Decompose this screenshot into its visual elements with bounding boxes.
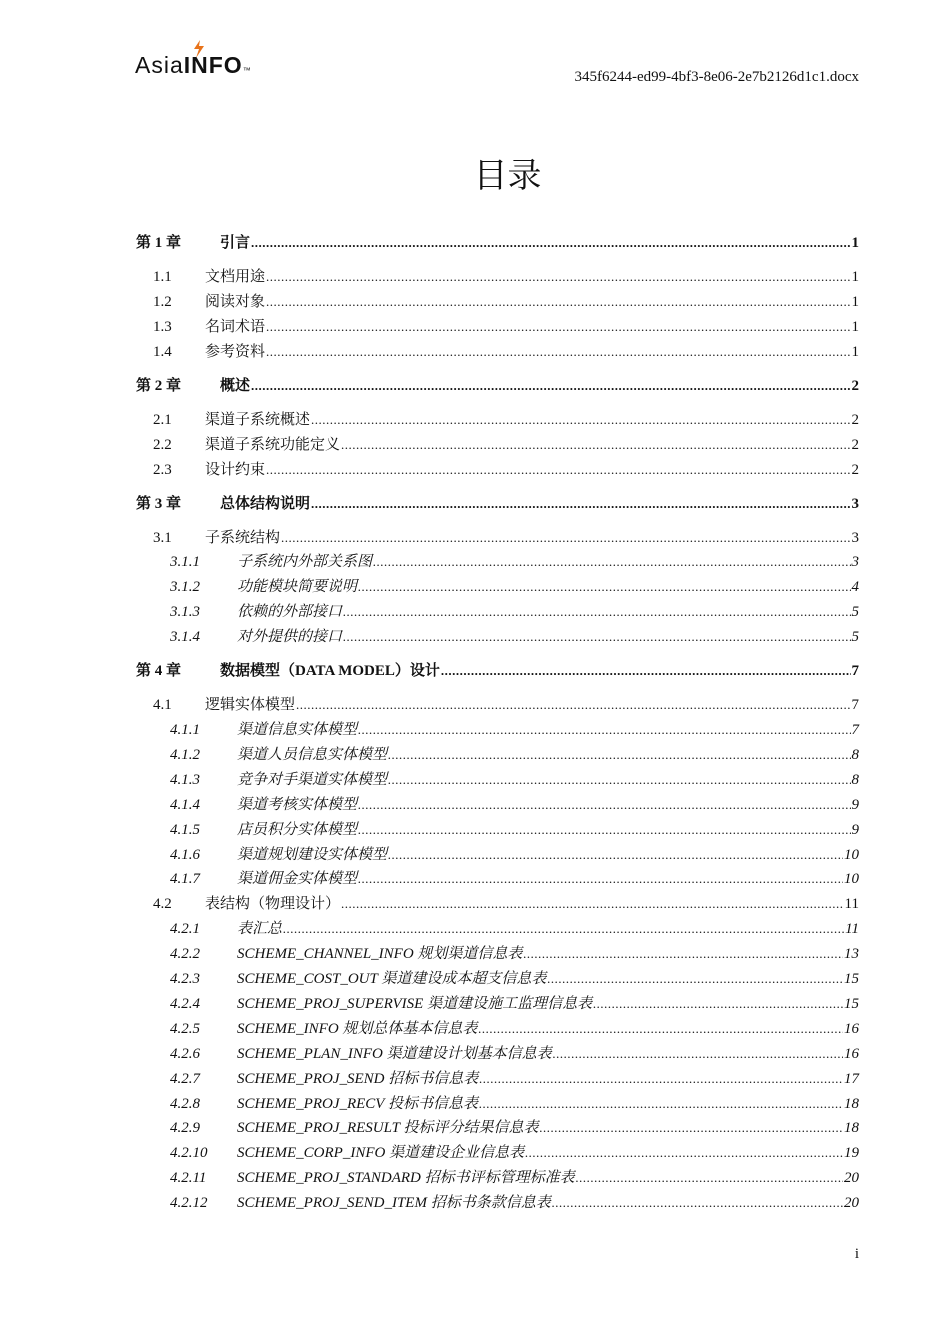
toc-entry-number: 4.2.1	[170, 921, 200, 938]
toc-entry-number: 3.1.1	[170, 554, 200, 571]
toc-entry-number: 1.2	[153, 293, 172, 310]
toc-entry-title: SCHEME_PLAN_INFO 渠道建设计划基本信息表	[237, 1045, 552, 1062]
toc-entry[interactable]	[136, 1041, 859, 1063]
toc-entry[interactable]	[136, 991, 859, 1013]
toc-entry[interactable]	[136, 891, 859, 913]
toc-entry-number: 4.2.7	[170, 1070, 200, 1087]
toc-entry[interactable]	[136, 941, 859, 963]
toc-entry-number: 4.1.4	[170, 796, 200, 813]
toc-entry[interactable]	[136, 692, 859, 714]
toc-leader-dots	[341, 436, 850, 454]
toc-leader-dots	[266, 293, 850, 311]
toc-entry-page: 7	[851, 697, 859, 714]
toc-entry-page: 2	[851, 461, 859, 478]
toc-entry-page: 20	[844, 1195, 859, 1212]
toc-leader-dots	[358, 870, 843, 888]
toc-entry-number: 4.1.1	[170, 722, 200, 738]
toc-entry-title: 逻辑实体模型	[205, 697, 296, 714]
toc-entry[interactable]	[136, 1066, 859, 1088]
toc-entry[interactable]	[136, 624, 859, 646]
toc-leader-dots	[525, 1144, 843, 1162]
toc-entry-page: 3	[851, 554, 859, 571]
toc-entry[interactable]	[136, 574, 859, 596]
toc-entry-number: 第 2 章	[136, 377, 182, 394]
toc-leader-dots	[266, 268, 850, 286]
toc-leader-dots	[341, 895, 844, 913]
toc-entry[interactable]	[136, 817, 859, 839]
toc-entry-number: 4.2.9	[170, 1120, 200, 1137]
toc-leader-dots	[478, 1020, 843, 1038]
document-filename: 345f6244-ed99-4bf3-8e06-2e7b2126d1c1.docx	[574, 69, 859, 85]
toc-entry-title: 阅读对象	[205, 293, 266, 310]
toc-entry-number: 4.2.12	[170, 1195, 208, 1212]
toc-entry[interactable]	[136, 373, 859, 395]
toc-entry-page: 7	[851, 722, 859, 738]
toc-entry[interactable]	[136, 1016, 859, 1038]
toc-leader-dots	[479, 1070, 843, 1088]
toc-entry-title: SCHEME_COST_OUT 渠道建设成本超支信息表	[237, 971, 547, 987]
toc-leader-dots	[388, 846, 843, 864]
toc-entry-title: 子系统内外部关系图	[237, 554, 373, 571]
toc-entry-page: 1	[851, 269, 859, 285]
toc-entry-number: 4.2.10	[170, 1145, 208, 1162]
toc-entry-page: 1	[851, 293, 859, 310]
toc-entry-number: 4.1.3	[170, 771, 200, 788]
toc-entry[interactable]	[136, 1190, 859, 1212]
toc-entry-page: 4	[851, 579, 859, 596]
toc-entry-title: SCHEME_PROJ_RESULT 投标评分结果信息表	[237, 1120, 539, 1137]
toc-leader-dots	[251, 234, 850, 252]
toc-entry-number: 4.2.3	[170, 971, 200, 987]
toc-entry-title: SCHEME_PROJ_STANDARD 招标书评标管理标准表	[237, 1170, 575, 1187]
toc-leader-dots	[552, 1194, 843, 1212]
toc-entry[interactable]	[136, 289, 859, 311]
toc-entry-number: 4.2.6	[170, 1045, 200, 1062]
toc-entry-title: 渠道子系统功能定义	[205, 436, 341, 453]
toc-entry-title: 表结构（物理设计）	[205, 896, 341, 913]
toc-entry-title: 设计约束	[205, 461, 266, 478]
toc-entry-page: 11	[844, 896, 859, 913]
toc-entry-page: 8	[851, 746, 859, 763]
toc-entry-page: 20	[844, 1170, 859, 1187]
toc-entry[interactable]	[136, 792, 859, 814]
toc-entry-number: 1.3	[153, 318, 172, 335]
toc-entry-title: 渠道信息实体模型	[237, 722, 358, 738]
toc-entry-title: 渠道考核实体模型	[237, 796, 358, 813]
toc-entry-title: 参考资料	[205, 343, 266, 360]
toc-entry-title: 渠道规划建设实体模型	[237, 846, 388, 863]
toc-entry-number: 第 3 章	[136, 495, 182, 512]
toc-entry-title: 依赖的外部接口	[237, 604, 343, 621]
toc-entry-number: 2.3	[153, 461, 172, 478]
toc-entry-number: 1.4	[153, 343, 172, 360]
toc-leader-dots	[358, 796, 850, 814]
toc-entry-number: 4.2.8	[170, 1095, 200, 1112]
toc-entry-page: 1	[851, 318, 859, 335]
company-logo	[135, 40, 265, 80]
toc-entry-title: SCHEME_PROJ_SEND_ITEM 招标书条款信息表	[237, 1195, 551, 1212]
toc-entry[interactable]	[136, 407, 859, 429]
toc-entry-number: 3.1.2	[170, 579, 200, 596]
toc-entry-title: 表汇总	[237, 921, 283, 938]
toc-leader-dots	[358, 821, 850, 839]
toc-entry-title: 概述	[220, 377, 251, 394]
toc-entry[interactable]	[136, 1165, 859, 1187]
toc-leader-dots	[311, 495, 850, 513]
logo-wordmark: AsiaINFO™	[135, 52, 252, 78]
toc-entry-title: 引言	[220, 235, 251, 251]
toc-entry-page: 1	[851, 343, 859, 360]
toc-entry[interactable]	[136, 525, 859, 547]
toc-entry[interactable]	[136, 842, 859, 864]
toc-entry-title: SCHEME_INFO 规划总体基本信息表	[237, 1020, 478, 1037]
toc-entry-page: 10	[844, 846, 859, 863]
toc-entry-number: 4.1.5	[170, 821, 200, 838]
toc-entry-page: 7	[851, 663, 859, 680]
toc-entry[interactable]	[136, 866, 859, 888]
toc-entry-page: 2	[851, 377, 859, 394]
toc-entry[interactable]	[136, 432, 859, 454]
toc-leader-dots	[441, 662, 851, 680]
toc-leader-dots	[593, 995, 843, 1013]
toc-entry-number: 2.2	[153, 436, 172, 453]
toc-entry[interactable]	[136, 767, 859, 789]
toc-entry[interactable]	[136, 717, 859, 739]
toc-entry-title: SCHEME_CHANNEL_INFO 规划渠道信息表	[237, 946, 523, 963]
toc-leader-dots	[266, 343, 850, 361]
toc-leader-dots	[540, 1119, 844, 1137]
toc-entry[interactable]	[136, 314, 859, 336]
toc-entry-page: 2	[851, 411, 859, 428]
toc-entry-title: 名词术语	[205, 318, 266, 335]
toc-entry-number: 3.1	[153, 529, 172, 546]
toc-entry-title: 子系统结构	[205, 529, 281, 546]
toc-leader-dots	[251, 377, 850, 395]
toc-entry[interactable]	[136, 742, 859, 764]
toc-entry-page: 18	[844, 1095, 859, 1112]
toc-leader-dots	[358, 578, 850, 596]
toc-entry-page: 16	[844, 1045, 859, 1062]
toc-entry-title: 总体结构说明	[220, 495, 311, 512]
toc-entry-title: 渠道人员信息实体模型	[237, 746, 388, 763]
toc-leader-dots	[576, 1169, 843, 1187]
toc-entry-page: 9	[851, 821, 859, 838]
toc-entry-title: 文档用途	[205, 269, 266, 285]
toc-entry[interactable]	[136, 966, 859, 988]
toc-entry-page: 5	[851, 604, 859, 621]
toc-leader-dots	[281, 529, 850, 547]
toc-entry-title: 竞争对手渠道实体模型	[237, 771, 388, 788]
toc-entry-number: 4.2.11	[170, 1170, 207, 1187]
toc-entry[interactable]	[136, 1115, 859, 1137]
toc-leader-dots	[266, 461, 850, 479]
toc-entry-number: 4.2.4	[170, 995, 200, 1012]
page-title: 目录	[473, 156, 542, 196]
toc-leader-dots	[388, 746, 850, 764]
toc-entry-page: 2	[851, 436, 859, 453]
toc-leader-dots	[266, 318, 850, 336]
toc-leader-dots	[343, 628, 850, 646]
toc-leader-dots	[553, 1045, 843, 1063]
toc-entry-title: 功能模块简要说明	[237, 579, 358, 596]
page-number: i	[854, 1246, 859, 1262]
toc-entry-page: 3	[851, 495, 859, 512]
toc-entry-page: 11	[845, 921, 859, 938]
toc-entry-page: 1	[851, 235, 859, 251]
toc-entry-page: 15	[844, 995, 859, 1012]
toc-leader-dots	[311, 411, 850, 429]
toc-entry[interactable]	[136, 1091, 859, 1113]
toc-entry-title: 对外提供的接口	[237, 629, 343, 646]
toc-entry-title: SCHEME_PROJ_SEND 招标书信息表	[237, 1070, 479, 1087]
toc-entry-page: 19	[844, 1145, 859, 1162]
toc-entry-number: 4.1	[153, 697, 172, 714]
toc-leader-dots	[283, 920, 844, 938]
toc-entry-page: 17	[844, 1070, 859, 1087]
toc-entry[interactable]	[136, 491, 859, 513]
toc-entry[interactable]	[136, 1140, 859, 1162]
toc-entry[interactable]	[136, 230, 859, 252]
toc-entry-number: 第 4 章	[136, 663, 182, 680]
toc-entry-number: 4.2.2	[170, 946, 200, 963]
toc-entry-title: SCHEME_PROJ_SUPERVISE 渠道建设施工监理信息表	[237, 995, 593, 1012]
toc-entry-page: 3	[851, 529, 859, 546]
toc-entry[interactable]	[136, 549, 859, 571]
toc-entry-title: SCHEME_CORP_INFO 渠道建设企业信息表	[237, 1145, 525, 1162]
toc-entry-number: 第 1 章	[136, 235, 182, 251]
toc-entry-number: 4.2.5	[170, 1020, 200, 1037]
toc-entry[interactable]	[136, 457, 859, 479]
toc-entry-number: 2.1	[153, 411, 172, 428]
toc-entry-title: 数据模型（DATA MODEL）设计	[220, 663, 440, 680]
toc-entry[interactable]	[136, 264, 859, 286]
toc-entry[interactable]	[136, 599, 859, 621]
toc-leader-dots	[547, 970, 843, 988]
toc-entry-page: 8	[851, 771, 859, 788]
toc-entry-title: 渠道子系统概述	[205, 411, 311, 428]
toc-entry-page: 18	[844, 1120, 859, 1137]
toc-entry-number: 4.1.6	[170, 846, 200, 863]
toc-entry-title: 店员积分实体模型	[237, 821, 358, 838]
toc-entry-title: 渠道佣金实体模型	[237, 871, 358, 888]
toc-entry-number: 1.1	[153, 269, 172, 285]
toc-leader-dots	[343, 603, 850, 621]
toc-leader-dots	[479, 1095, 843, 1113]
toc-entry-page: 13	[844, 946, 859, 963]
toc-leader-dots	[358, 721, 850, 739]
toc-entry[interactable]	[136, 916, 859, 938]
toc-entry[interactable]	[136, 658, 859, 680]
toc-entry-page: 15	[844, 971, 859, 987]
toc-entry-number: 3.1.3	[170, 604, 200, 621]
toc-entry-number: 3.1.4	[170, 629, 200, 646]
toc-entry-number: 4.1.2	[170, 746, 200, 763]
toc-leader-dots	[373, 553, 850, 571]
toc-leader-dots	[388, 771, 850, 789]
toc-entry-page: 9	[851, 796, 859, 813]
toc-leader-dots	[523, 945, 843, 963]
toc-entry-number: 4.1.7	[170, 871, 200, 888]
toc-entry-number: 4.2	[153, 896, 172, 913]
toc-entry-title: SCHEME_PROJ_RECV 投标书信息表	[237, 1095, 478, 1112]
toc-entry-page: 5	[851, 629, 859, 646]
toc-entry[interactable]	[136, 339, 859, 361]
toc-entry-page: 10	[844, 871, 859, 888]
toc-entry-page: 16	[844, 1020, 859, 1037]
toc-leader-dots	[296, 696, 850, 714]
